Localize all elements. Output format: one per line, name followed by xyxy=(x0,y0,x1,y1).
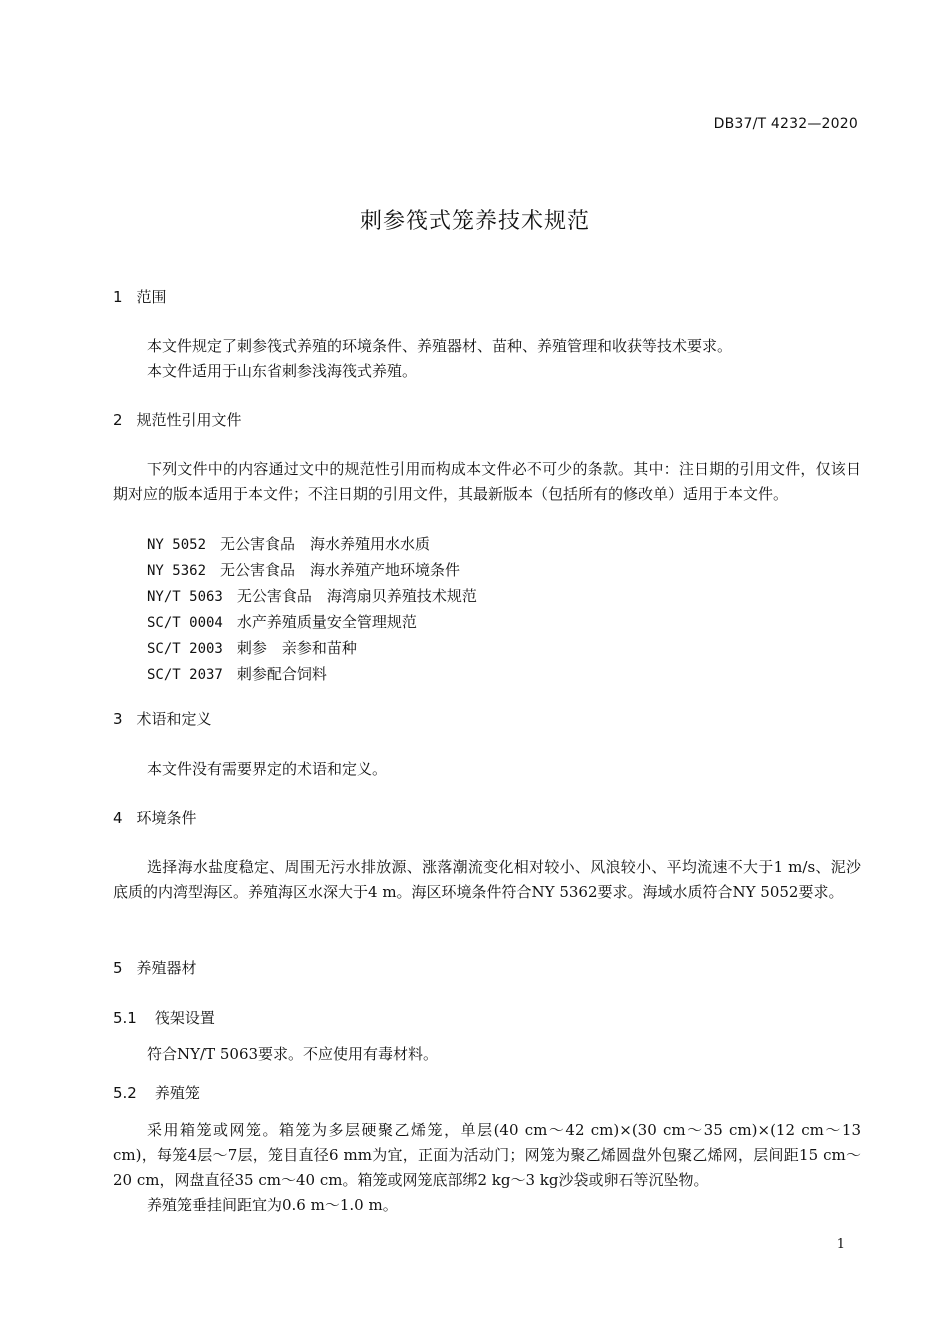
section-1-paragraph-1: 本文件规定了刺参筏式养殖的环境条件、养殖器材、苗种、养殖管理和收获等技术要求。 xyxy=(147,337,733,355)
section-3-heading xyxy=(113,709,212,729)
standard-code: DB37/T 4232—2020 xyxy=(713,116,858,132)
section-1-paragraph-2: 本文件适用于山东省刺参浅海筏式养殖。 xyxy=(147,362,418,380)
document-title: 刺参筏式笼养技术规范 xyxy=(359,209,590,234)
reference-code: NY 5362 xyxy=(147,563,207,579)
section-3-paragraph: 本文件没有需要界定的术语和定义。 xyxy=(147,760,388,778)
section-1-heading xyxy=(113,287,167,307)
section-number: 5.2 xyxy=(113,1084,137,1102)
reference-code: SC/T 2003 xyxy=(147,641,223,657)
reference-code: NY/T 5063 xyxy=(147,589,223,605)
section-title: 范围 xyxy=(136,288,167,306)
section-title: 养殖笼 xyxy=(154,1084,200,1102)
reference-name: 无公害食品 海湾扇贝养殖技术规范 xyxy=(236,587,477,605)
reference-code: SC/T 2037 xyxy=(147,667,223,683)
section-title: 养殖器材 xyxy=(136,959,197,977)
reference-name: 无公害食品 海水养殖产地环境条件 xyxy=(220,561,461,579)
section-number: 5.1 xyxy=(113,1009,137,1027)
reference-item xyxy=(147,558,477,584)
section-5-1-paragraph: 符合NY/T 5063要求。不应使用有毒材料。 xyxy=(147,1045,439,1063)
reference-name: 无公害食品 海水养殖用水水质 xyxy=(220,535,431,553)
section-4-paragraph: 选择海水盐度稳定、周围无污水排放源、涨落潮流变化相对较小、风浪较小、平均流速不大于1 m/s、泥沙底质的内湾型海区。养殖海区水深大于4 m。海区环境条件符合NY 5362要求。海域水质符合NY 5052要求。 xyxy=(113,858,861,901)
section-2-heading xyxy=(113,410,242,430)
reference-item xyxy=(147,584,477,610)
reference-item xyxy=(147,532,477,558)
reference-item xyxy=(147,662,477,688)
reference-item xyxy=(147,636,477,662)
section-number: 2 xyxy=(113,411,123,429)
section-title: 筏架设置 xyxy=(154,1009,215,1027)
normative-references-list xyxy=(147,532,477,688)
section-number: 4 xyxy=(113,809,123,827)
section-5-2-heading xyxy=(113,1083,200,1103)
reference-name: 刺参配合饲料 xyxy=(236,665,327,683)
section-title: 术语和定义 xyxy=(136,710,212,728)
section-number: 3 xyxy=(113,710,123,728)
reference-name: 刺参 亲参和苗种 xyxy=(236,639,357,657)
section-number: 5 xyxy=(113,959,123,977)
section-5-1-heading xyxy=(113,1008,215,1028)
reference-name: 水产养殖质量安全管理规范 xyxy=(236,613,417,631)
reference-item xyxy=(147,610,477,636)
section-title: 环境条件 xyxy=(136,809,197,827)
section-2-paragraph: 下列文件中的内容通过文中的规范性引用而构成本文件必不可少的条款。其中：注日期的引用文件，仅该日期对应的版本适用于本文件；不注日期的引用文件，其最新版本（包括所有的修改单）适用于本文件。 xyxy=(113,460,861,503)
section-title: 规范性引用文件 xyxy=(136,411,242,429)
section-5-2-paragraph-1: 采用箱笼或网笼。箱笼为多层硬聚乙烯笼，单层(40 cm～42 cm)×(30 cm～35 cm)×(12 cm～13 cm)，每笼4层～7层，笼目直径6 mm为宜，正面为活动门；网笼为聚乙烯圆盘外包聚乙烯网，层间距15 cm～20 cm，网盘直径35 cm～40 cm。箱笼或网笼底部绑2 kg～3 kg沙袋或卵石等沉坠物。 xyxy=(113,1121,861,1189)
reference-code: SC/T 0004 xyxy=(147,615,223,631)
page-number: 1 xyxy=(836,1237,845,1252)
section-5-2-paragraph-2: 养殖笼垂挂间距宜为0.6 m～1.0 m。 xyxy=(147,1196,398,1214)
section-4-heading xyxy=(113,808,197,828)
reference-code: NY 5052 xyxy=(147,537,207,553)
section-5-heading xyxy=(113,958,197,978)
section-number: 1 xyxy=(113,288,123,306)
